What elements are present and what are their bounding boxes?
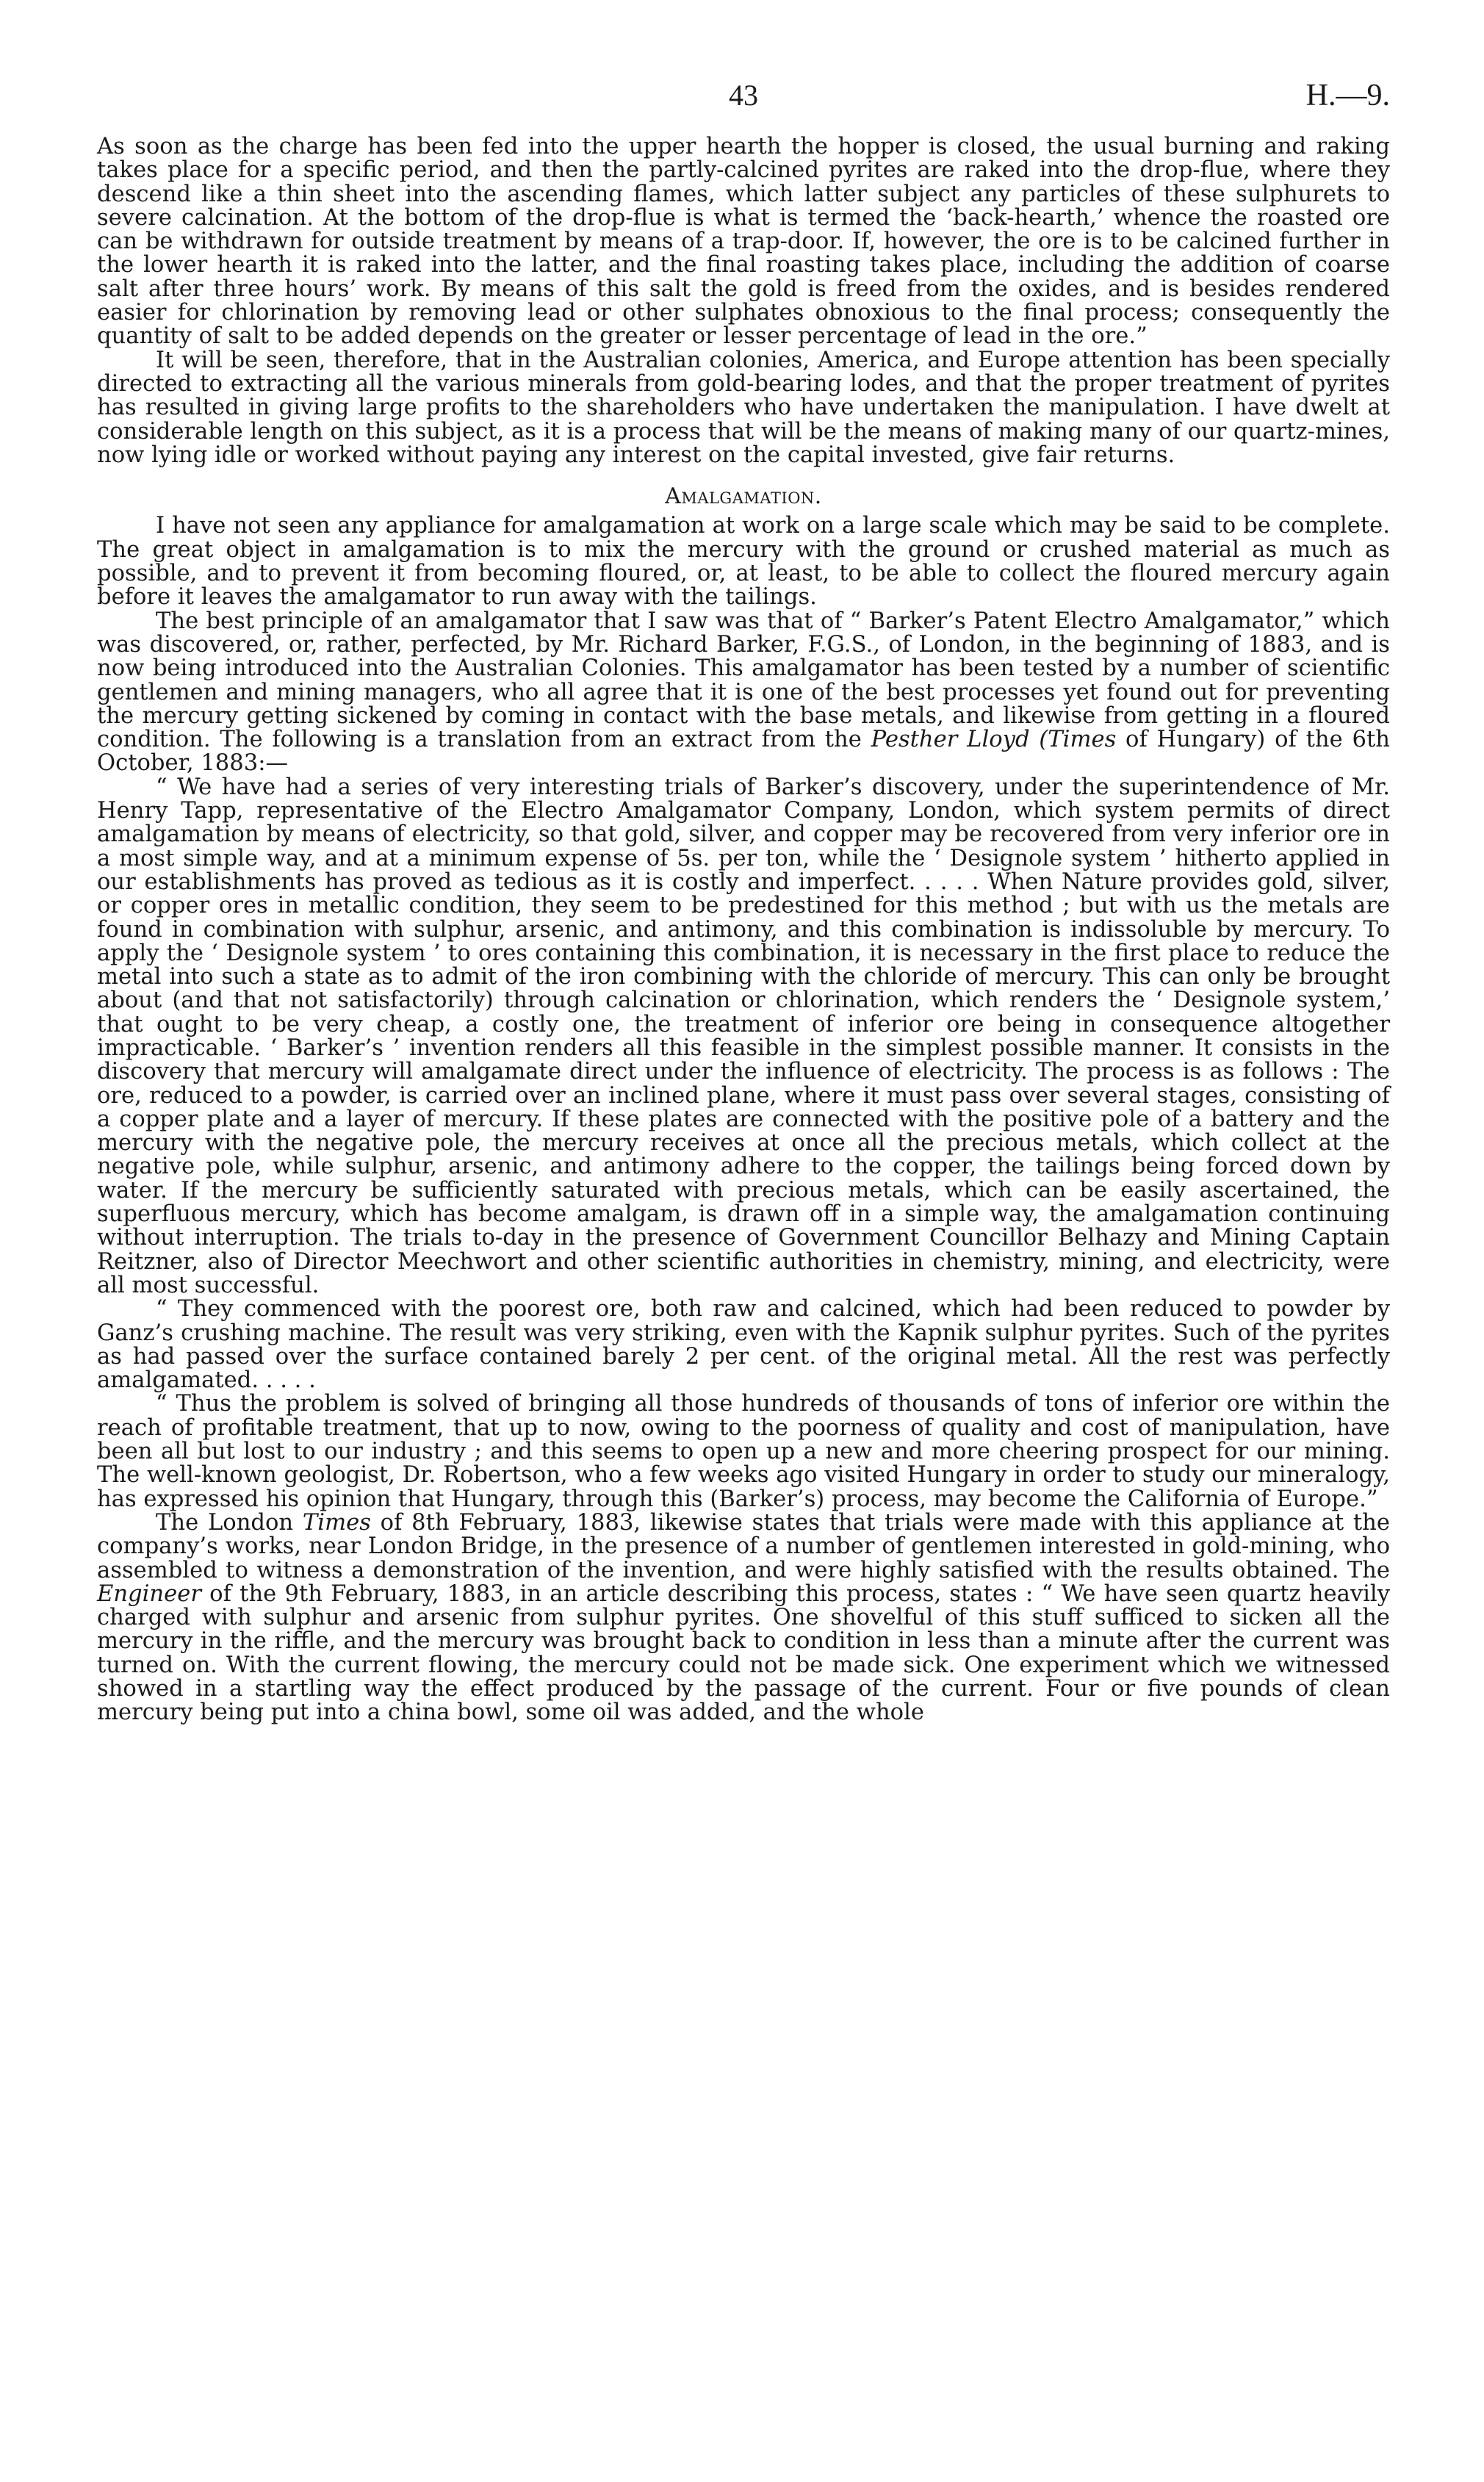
publication-title: Engineer bbox=[97, 1580, 201, 1607]
document-page bbox=[97, 71, 1390, 2451]
quoted-paragraph: “ We have had a series of very interesting trials of Barker’s discovery, under the superintendence of Mr. Henry Tapp, representative of the Electro Amalgamator Company, London, which system permits of direct amalgamation by means of electricity, so that gold, silver, and copper may be recovered from very inferior ore in a most simple way, and at a minimum expense of 5s. per ton, while the ‘ Designole system ’ hitherto applied in our establishments has proved as tedious as it is costly and imperfect. . . . . When Nature provides gold, silver, or copper ores in metallic condition, they seem to be predestined for this method ; but with us the metals are found in combination with sulphur, arsenic, and antimony, and this combination is indissoluble by mercury. To apply the ‘ Designole system ’ to ores containing this combination, it is necessary in the first place to reduce the metal into such a state as to admit of the iron combining with the chloride of mercury. This can only be brought about (and that not satisfactorily) through calcination or chlorination, which renders the ‘ Designole system,’ that ought to be very cheap, a costly one, the treatment of inferior ore being in consequence altogether impracticable. ‘ Barker’s ’ invention renders all this feasible in the simplest possible manner. It consists in the discovery that mercury will amalgamate direct under the influence of electricity. The process is as follows : The ore, reduced to a powder, is carried over an inclined plane, where it must pass over several stages, consisting of a copper plate and a layer of mercury. If these plates are connected with the positive pole of a battery and the mercury with the negative pole, the mercury receives at once all the precious metals, which collect at the negative pole, while sulphur, arsenic, and antimony adhere to the copper, the tailings being forced down by water. If the mercury be sufficiently saturated with precious metals, which can be easily ascertained, the superfluous mercury, which has become amalgam, is drawn off in a simple way, the amalgamation continuing without interruption. The trials to-day in the presence of Government Councillor Belhazy and Mining Captain Reitzner, also of Director Meechwort and other scientific authorities in chemistry, mining, and electricity, were all most successful. bbox=[97, 774, 1390, 1298]
quoted-paragraph: “ They commenced with the poorest ore, both raw and calcined, which had been reduced to powder by Ganz’s crushing machine. The result was very striking, even with the Kapnik sulphur pyrites. Such of the pyrites as had passed over the surface contained barely 2 per cent. of the original metal. All the rest was perfectly amalgamated. . . . . bbox=[97, 1296, 1390, 1394]
page-header bbox=[97, 71, 1390, 135]
publication-title: Times bbox=[302, 1509, 371, 1536]
text-run: of the 9th February, 1883, in an article describing this process, states : “ We have seen quartz heavily charged with sulphur and arsenic from sulphur pyrites. One shovelful of this stuff sufficed to sicken all the mercury in the riffle, and the mercury was brought back to condition in less than a minute after the current was turned on. With the current flowing, the mercury could not be made sick. One experiment which we witnessed showed in a startling way the effect produced by the passage of the current. Four or five pounds of clean mercury being put into a china bowl, some oil was added, and the whole bbox=[97, 1580, 1390, 1726]
text-run: of Hungary) of the 6th October, 1883:— bbox=[97, 727, 1390, 777]
paragraph: I have not seen any appliance for amalgamation at work on a large scale which may be said to be complete. The great object in amalgamation is to mix the mercury with the ground or crushed material as much as possible, and to prevent it from becoming floured, or, at least, to be able to collect the floured mercury again before it leaves the amalgamator to run away with the tailings. bbox=[97, 513, 1390, 611]
text-run: The London bbox=[156, 1509, 303, 1536]
paragraph bbox=[97, 1511, 1390, 1725]
text-run: The best principle of an amalgamator that I saw was that of “ Barker’s Patent Electro Amalgamator,” which was discovered, or, rather, perfected, by Mr. Richard Barker, F.G.S., of London, in the beginning of 1883, and is now being introduced into the Australian Colonies. This amalgamator has been tested by a number of scientific gentlemen and mining managers, who all agree that it is one of the best processes yet found out for preventing the mercury getting sickened by coming in contact with the base metals, and likewise from getting in a floured condition. The following is a translation from an extract from the bbox=[97, 608, 1390, 753]
text-run: of 8th February, 1883, likewise states that trials were made with this appliance at the company’s works, near London Bridge, in the presence of a number of gentlemen interested in gold-mining, who assembled to witness a demonstration of the invention, and were highly satisfied with the results obtained. The bbox=[97, 1509, 1390, 1583]
paragraph: It will be seen, therefore, that in the Australian colonies, America, and Europe attention has been specially directed to extracting all the various minerals from gold-bearing lodes, and that the proper treatment of pyrites has resulted in giving large profits to the shareholders who have undertaken the manipulation. I have dwelt at considerable length on this subject, as it is a process that will be the means of making many of our quartz-mines, now lying idle or worked without paying any interest on the capital invested, give fair returns. bbox=[97, 347, 1390, 468]
paragraph-continued: As soon as the charge has been fed into the upper hearth the hopper is closed, the usual burning and raking takes place for a specific period, and then the partly-calcined pyrites are raked into the drop-flue, where they descend like a thin sheet into the ascending flames, which latter subject any particles of these sulphurets to severe calcination. At the bottom of the drop-flue is what is termed the ‘back-hearth,’ whence the roasted ore can be withdrawn for outside treatment by means of a trap-door. If, however, the ore is to be calcined further in the lower hearth it is raked into the latter, and the final roasting takes place, including the addition of coarse salt after three hours’ work. By means of this salt the gold is freed from the oxides, and is besides rendered easier for chlorination by removing lead or other sulphates obnoxious to the final process; consequently the quantity of salt to be added depends on the greater or lesser percentage of lead in the ore.” bbox=[97, 134, 1390, 350]
section-heading: Amalgamation. bbox=[665, 483, 822, 510]
document-reference: H.—9. bbox=[1305, 79, 1390, 112]
paragraph bbox=[97, 610, 1390, 776]
page-number: 43 bbox=[729, 79, 758, 112]
quoted-paragraph: “ Thus the problem is solved of bringing all those hundreds of thousands of tons of inferior ore within the reach of profitable treatment, that up to now, owing to the poorness of quality and cost of manipulation, have been all but lost to our industry ; and this seems to open up a new and more cheering prospect for our mining. The well-known geologist, Dr. Robertson, who a few weeks ago visited Hungary in order to study our mineralogy, has expressed his opinion that Hungary, through this (Barker’s) process, may become the California of Europe.” bbox=[97, 1391, 1390, 1512]
publication-title: Pesther Lloyd (Times bbox=[871, 727, 1117, 753]
